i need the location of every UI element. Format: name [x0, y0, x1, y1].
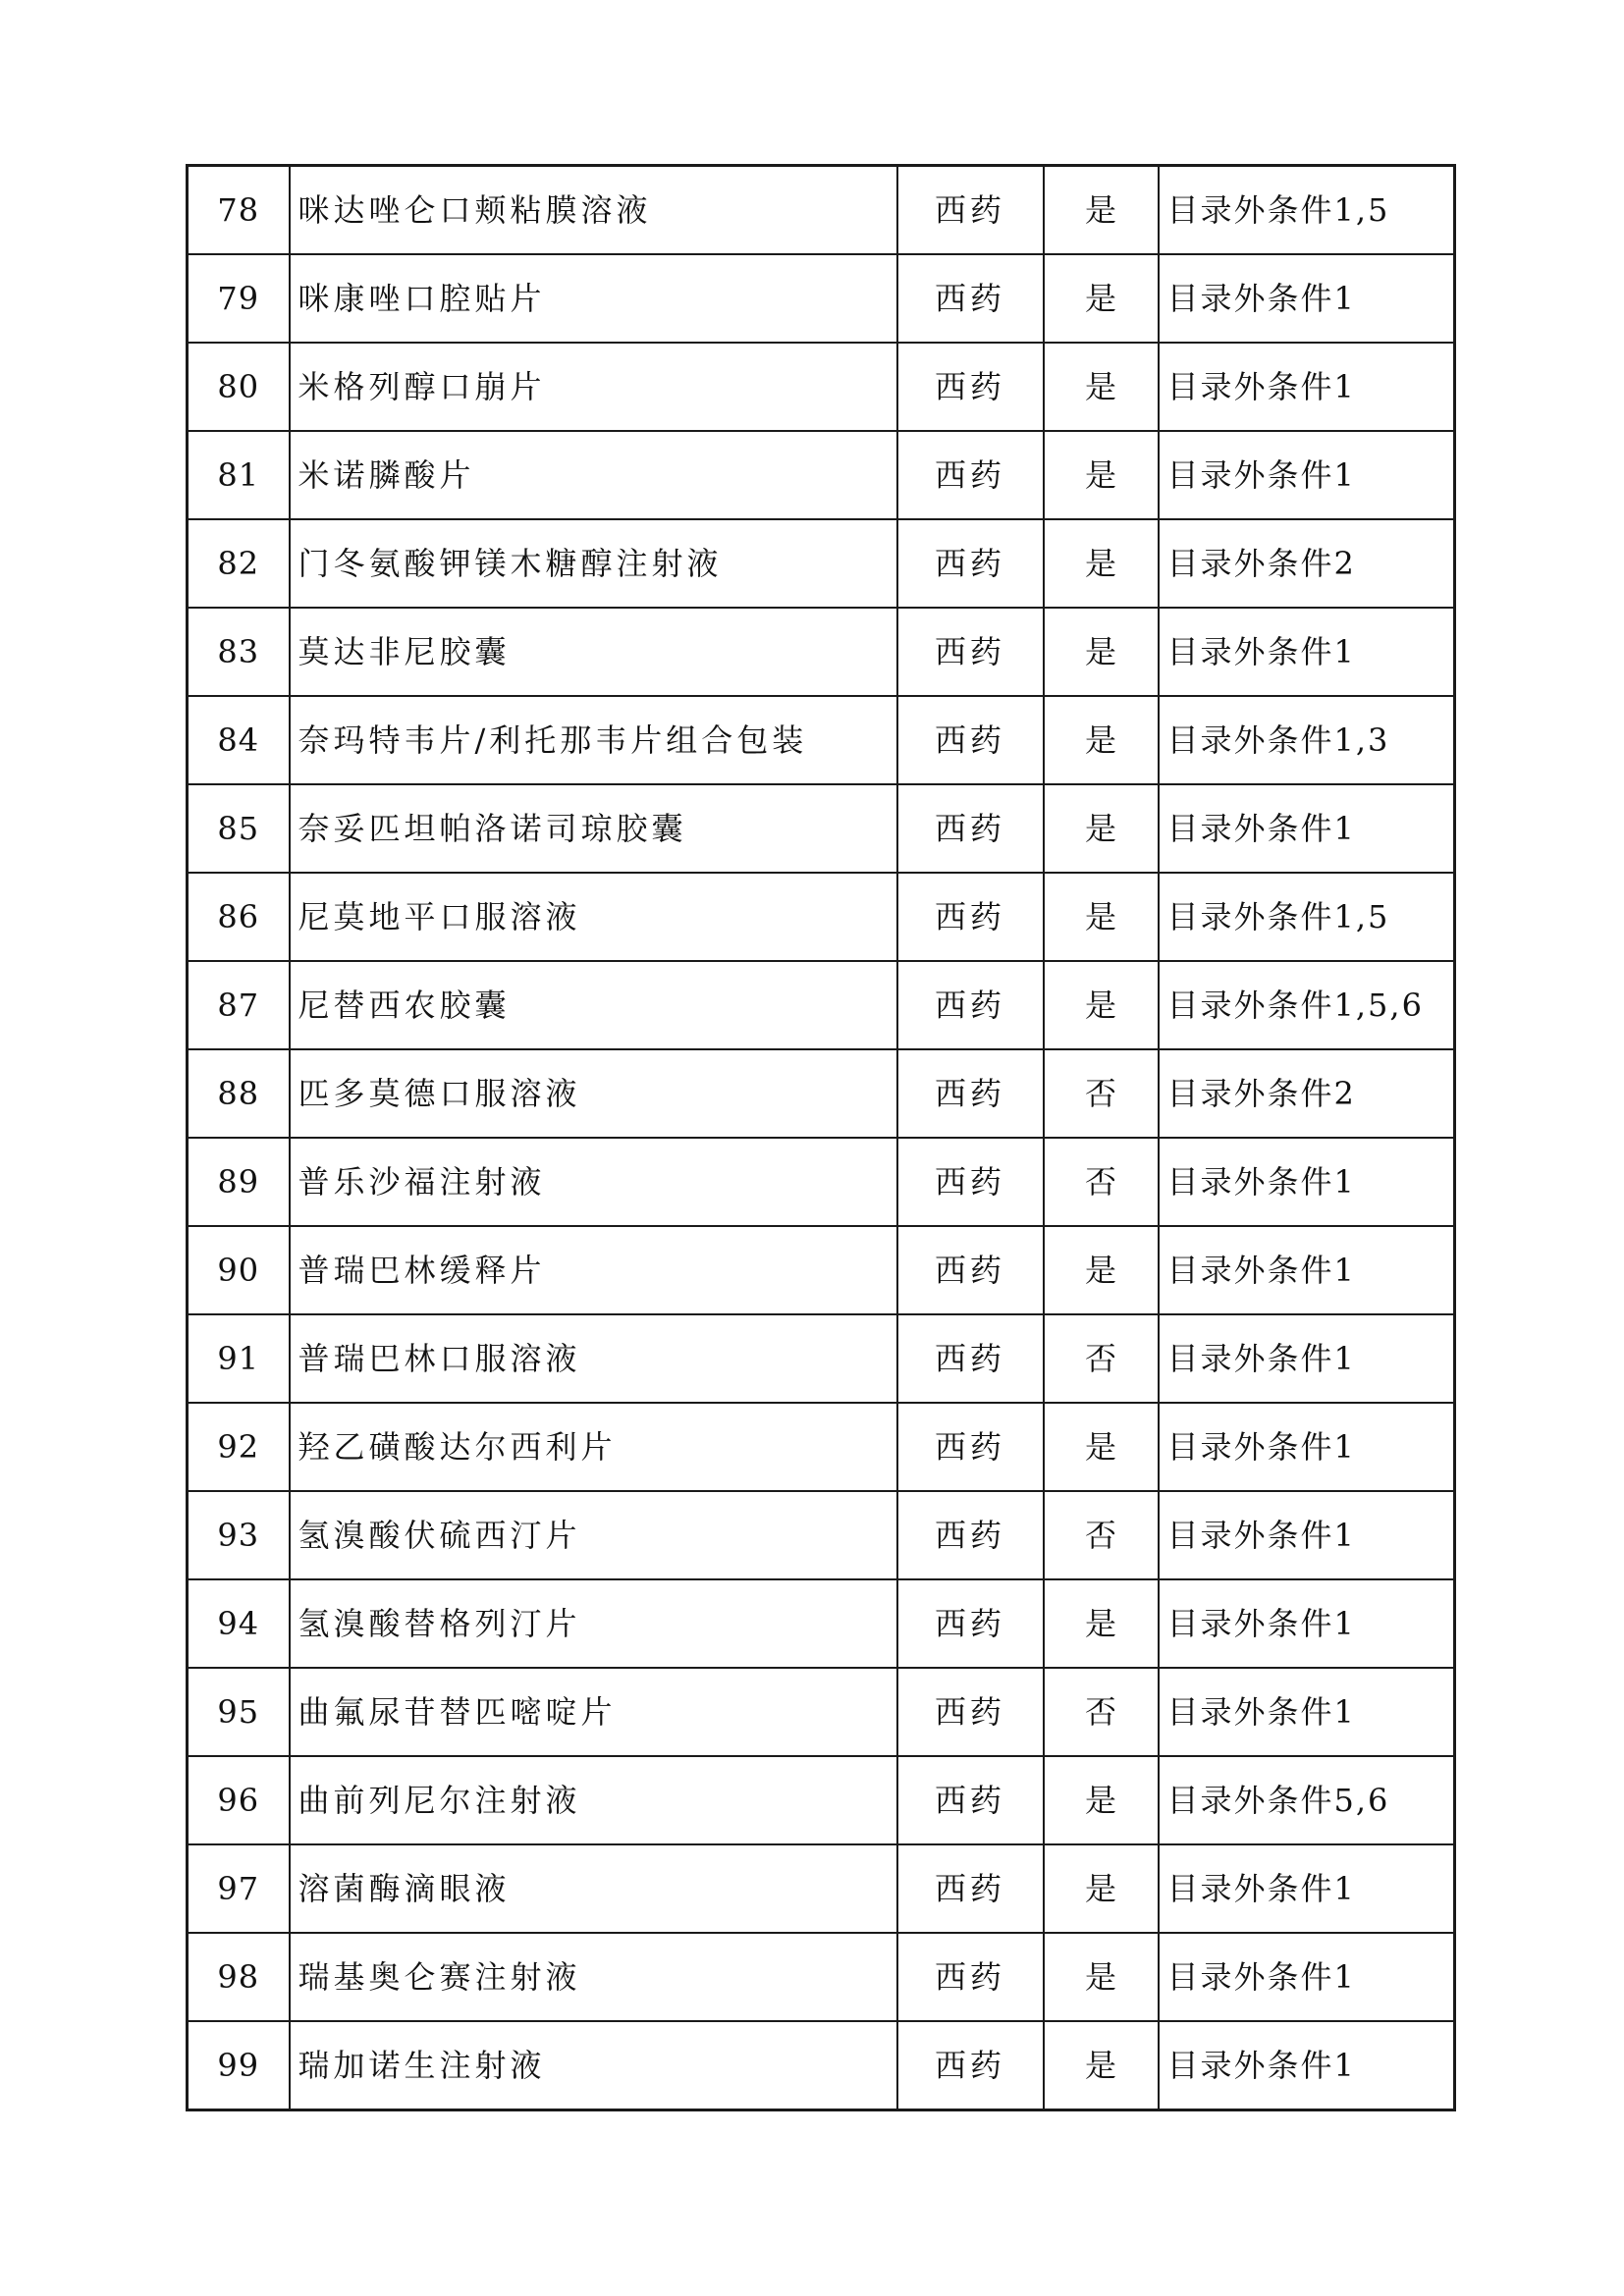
drug-type-cell: 西药: [897, 608, 1044, 696]
condition-note-cell: 目录外条件1: [1159, 1579, 1455, 1668]
flag-cell: 否: [1044, 1491, 1159, 1579]
condition-note-cell: 目录外条件1: [1159, 254, 1455, 343]
drug-type-cell: 西药: [897, 1403, 1044, 1491]
drug-name-cell: 咪康唑口腔贴片: [290, 254, 897, 343]
drug-type-cell: 西药: [897, 519, 1044, 608]
row-number-cell: 81: [188, 431, 290, 519]
flag-cell: 是: [1044, 166, 1159, 255]
table-row: [188, 1138, 1455, 1226]
drug-name-cell: 门冬氨酸钾镁木糖醇注射液: [290, 519, 897, 608]
row-number-cell: 86: [188, 873, 290, 961]
condition-note-cell: 目录外条件1,5,6: [1159, 961, 1455, 1049]
drug-name-cell: 普瑞巴林缓释片: [290, 1226, 897, 1314]
condition-note-cell: 目录外条件1: [1159, 784, 1455, 873]
drug-name-cell: 奈妥匹坦帕洛诺司琼胶囊: [290, 784, 897, 873]
table-body: [188, 166, 1455, 2110]
condition-note-cell: 目录外条件2: [1159, 519, 1455, 608]
condition-note-cell: 目录外条件1: [1159, 2021, 1455, 2110]
row-number-cell: 95: [188, 1668, 290, 1756]
condition-note-cell: 目录外条件1,5: [1159, 873, 1455, 961]
row-number-cell: 84: [188, 696, 290, 784]
drug-type-cell: 西药: [897, 1668, 1044, 1756]
flag-cell: 是: [1044, 519, 1159, 608]
drug-name-cell: 尼莫地平口服溶液: [290, 873, 897, 961]
row-number-cell: 98: [188, 1933, 290, 2021]
row-number-cell: 91: [188, 1314, 290, 1403]
flag-cell: 是: [1044, 431, 1159, 519]
flag-cell: 是: [1044, 696, 1159, 784]
row-number-cell: 93: [188, 1491, 290, 1579]
drug-name-cell: 米格列醇口崩片: [290, 343, 897, 431]
condition-note-cell: 目录外条件1: [1159, 608, 1455, 696]
drug-name-cell: 普乐沙福注射液: [290, 1138, 897, 1226]
condition-note-cell: 目录外条件1: [1159, 431, 1455, 519]
row-number-cell: 79: [188, 254, 290, 343]
drug-name-cell: 奈玛特韦片/利托那韦片组合包装: [290, 696, 897, 784]
drug-type-cell: 西药: [897, 1049, 1044, 1138]
table-row: [188, 1226, 1455, 1314]
row-number-cell: 99: [188, 2021, 290, 2110]
drug-name-cell: 氢溴酸替格列汀片: [290, 1579, 897, 1668]
condition-note-cell: 目录外条件1: [1159, 1933, 1455, 2021]
table-row: [188, 431, 1455, 519]
table-row: [188, 608, 1455, 696]
drug-type-cell: 西药: [897, 1933, 1044, 2021]
condition-note-cell: 目录外条件1: [1159, 1668, 1455, 1756]
condition-note-cell: 目录外条件1: [1159, 1314, 1455, 1403]
table-row: [188, 2021, 1455, 2110]
drug-name-cell: 瑞基奥仑赛注射液: [290, 1933, 897, 2021]
flag-cell: 是: [1044, 1403, 1159, 1491]
flag-cell: 否: [1044, 1668, 1159, 1756]
drug-list-table: [186, 164, 1456, 2111]
condition-note-cell: 目录外条件1: [1159, 1226, 1455, 1314]
condition-note-cell: 目录外条件2: [1159, 1049, 1455, 1138]
condition-note-cell: 目录外条件1: [1159, 1403, 1455, 1491]
table-row: [188, 1403, 1455, 1491]
drug-type-cell: 西药: [897, 873, 1044, 961]
drug-type-cell: 西药: [897, 1226, 1044, 1314]
row-number-cell: 90: [188, 1226, 290, 1314]
table-row: [188, 166, 1455, 255]
row-number-cell: 92: [188, 1403, 290, 1491]
table-row: [188, 1933, 1455, 2021]
drug-name-cell: 普瑞巴林口服溶液: [290, 1314, 897, 1403]
row-number-cell: 88: [188, 1049, 290, 1138]
drug-name-cell: 羟乙磺酸达尔西利片: [290, 1403, 897, 1491]
drug-name-cell: 尼替西农胶囊: [290, 961, 897, 1049]
table-row: [188, 696, 1455, 784]
flag-cell: 否: [1044, 1138, 1159, 1226]
table-row: [188, 1049, 1455, 1138]
drug-type-cell: 西药: [897, 696, 1044, 784]
table-row: [188, 1314, 1455, 1403]
drug-type-cell: 西药: [897, 1579, 1044, 1668]
drug-type-cell: 西药: [897, 1844, 1044, 1933]
condition-note-cell: 目录外条件1: [1159, 1138, 1455, 1226]
drug-name-cell: 曲氟尿苷替匹嘧啶片: [290, 1668, 897, 1756]
condition-note-cell: 目录外条件1,3: [1159, 696, 1455, 784]
flag-cell: 是: [1044, 1756, 1159, 1844]
row-number-cell: 82: [188, 519, 290, 608]
drug-name-cell: 氢溴酸伏硫西汀片: [290, 1491, 897, 1579]
drug-type-cell: 西药: [897, 1314, 1044, 1403]
condition-note-cell: 目录外条件1: [1159, 343, 1455, 431]
table-row: [188, 1756, 1455, 1844]
flag-cell: 否: [1044, 1049, 1159, 1138]
drug-type-cell: 西药: [897, 166, 1044, 255]
row-number-cell: 85: [188, 784, 290, 873]
flag-cell: 是: [1044, 2021, 1159, 2110]
drug-type-cell: 西药: [897, 2021, 1044, 2110]
row-number-cell: 96: [188, 1756, 290, 1844]
condition-note-cell: 目录外条件5,6: [1159, 1756, 1455, 1844]
row-number-cell: 83: [188, 608, 290, 696]
flag-cell: 是: [1044, 608, 1159, 696]
flag-cell: 是: [1044, 343, 1159, 431]
drug-type-cell: 西药: [897, 254, 1044, 343]
flag-cell: 是: [1044, 254, 1159, 343]
drug-name-cell: 咪达唑仑口颊粘膜溶液: [290, 166, 897, 255]
drug-name-cell: 溶菌酶滴眼液: [290, 1844, 897, 1933]
row-number-cell: 94: [188, 1579, 290, 1668]
row-number-cell: 87: [188, 961, 290, 1049]
condition-note-cell: 目录外条件1: [1159, 1491, 1455, 1579]
flag-cell: 是: [1044, 1579, 1159, 1668]
flag-cell: 是: [1044, 873, 1159, 961]
drug-type-cell: 西药: [897, 961, 1044, 1049]
table-row: [188, 873, 1455, 961]
drug-name-cell: 曲前列尼尔注射液: [290, 1756, 897, 1844]
flag-cell: 是: [1044, 1226, 1159, 1314]
table-row: [188, 784, 1455, 873]
table-row: [188, 343, 1455, 431]
table-row: [188, 961, 1455, 1049]
flag-cell: 是: [1044, 1933, 1159, 2021]
table-row: [188, 1668, 1455, 1756]
table-row: [188, 1844, 1455, 1933]
drug-type-cell: 西药: [897, 431, 1044, 519]
drug-name-cell: 米诺膦酸片: [290, 431, 897, 519]
table-row: [188, 1579, 1455, 1668]
drug-type-cell: 西药: [897, 1138, 1044, 1226]
drug-name-cell: 莫达非尼胶囊: [290, 608, 897, 696]
row-number-cell: 97: [188, 1844, 290, 1933]
drug-name-cell: 瑞加诺生注射液: [290, 2021, 897, 2110]
condition-note-cell: 目录外条件1: [1159, 1844, 1455, 1933]
flag-cell: 是: [1044, 784, 1159, 873]
table-row: [188, 254, 1455, 343]
flag-cell: 是: [1044, 1844, 1159, 1933]
table-row: [188, 1491, 1455, 1579]
condition-note-cell: 目录外条件1,5: [1159, 166, 1455, 255]
drug-type-cell: 西药: [897, 343, 1044, 431]
flag-cell: 否: [1044, 1314, 1159, 1403]
row-number-cell: 78: [188, 166, 290, 255]
drug-type-cell: 西药: [897, 1491, 1044, 1579]
drug-type-cell: 西药: [897, 1756, 1044, 1844]
row-number-cell: 80: [188, 343, 290, 431]
flag-cell: 是: [1044, 961, 1159, 1049]
row-number-cell: 89: [188, 1138, 290, 1226]
table-row: [188, 519, 1455, 608]
drug-type-cell: 西药: [897, 784, 1044, 873]
drug-name-cell: 匹多莫德口服溶液: [290, 1049, 897, 1138]
